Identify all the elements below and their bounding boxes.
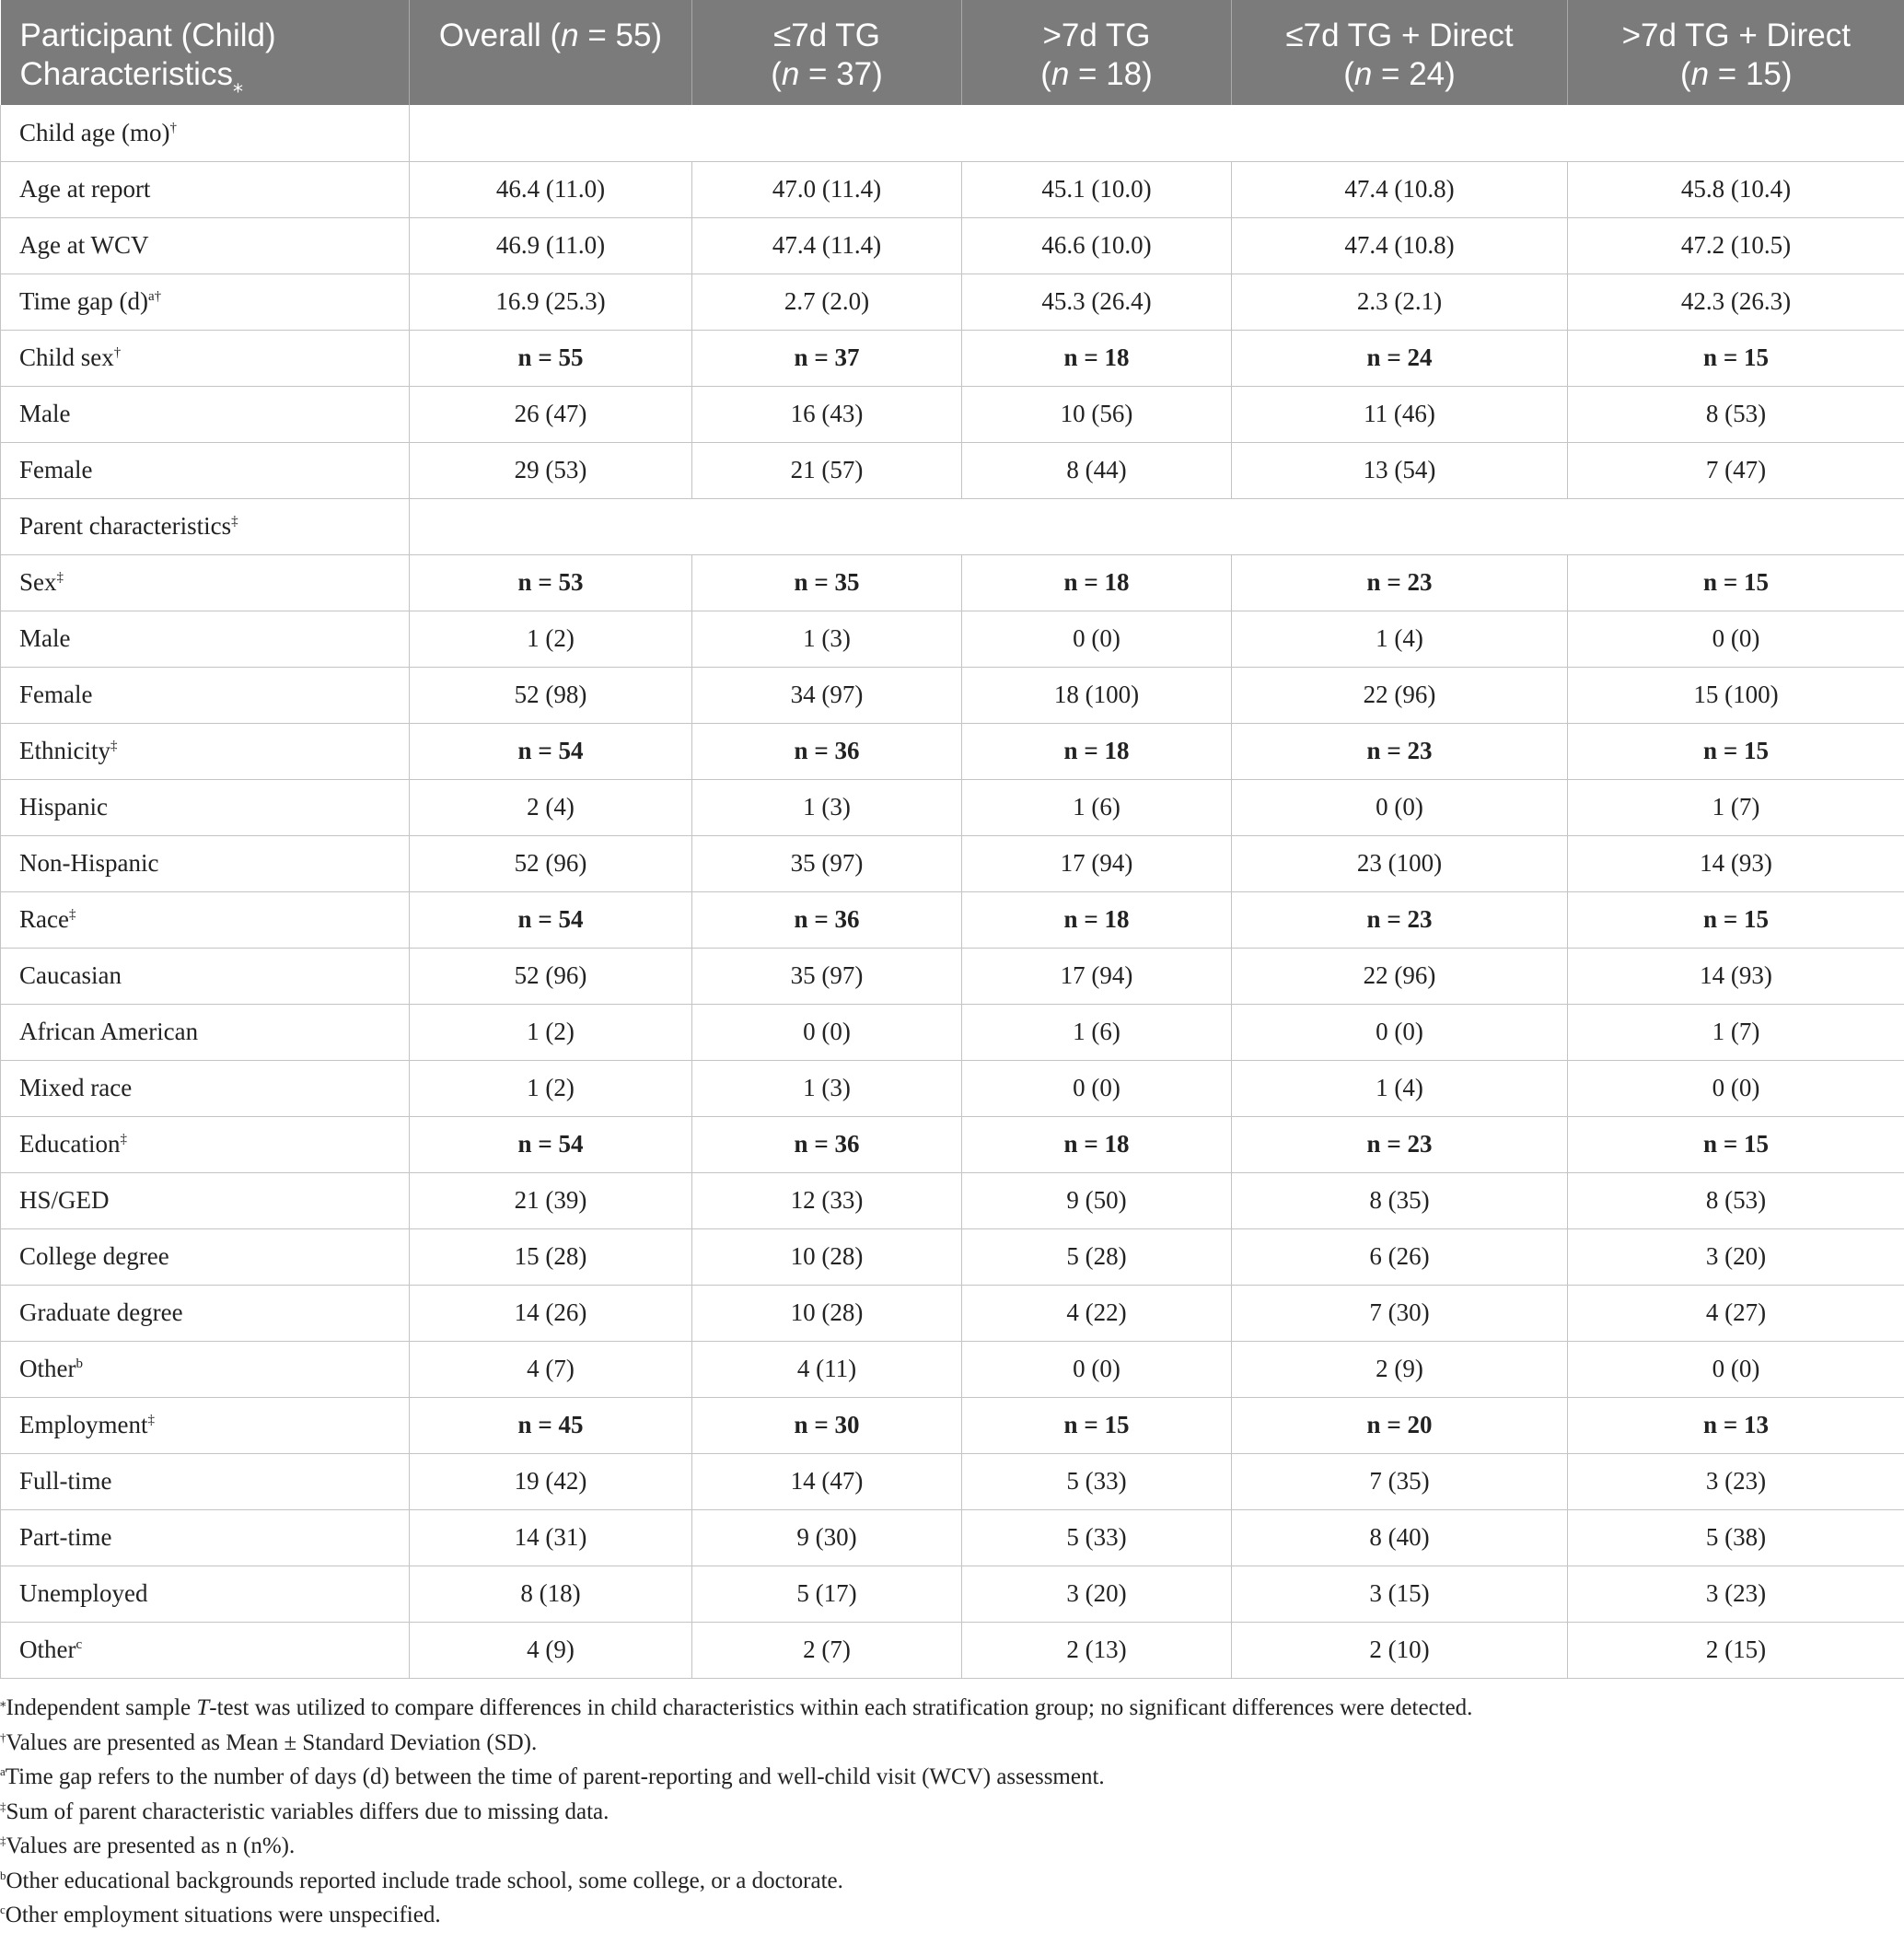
header-le7d-tg-direct-line1: ≤7d TG + Direct xyxy=(1285,17,1514,53)
row-label-text: Full-time xyxy=(19,1467,112,1495)
cell-value: n = 36 xyxy=(692,1116,962,1172)
cell-value: 4 (22) xyxy=(962,1285,1232,1341)
cell-value: 47.4 (10.8) xyxy=(1232,161,1568,217)
header-gt7d-tg-direct-pre: ( xyxy=(1679,56,1691,92)
cell-value: 0 (0) xyxy=(692,1004,962,1060)
cell-value: 2 (9) xyxy=(1232,1341,1568,1397)
header-gt7d-tg xyxy=(962,0,1232,105)
section-row xyxy=(1,498,1904,554)
cell-value: n = 15 xyxy=(1568,554,1904,611)
cell-value: 8 (44) xyxy=(962,442,1232,498)
footnote-text: Independent sample xyxy=(6,1695,197,1720)
row-label-text: Mixed race xyxy=(19,1074,133,1101)
row-label-text: Graduate degree xyxy=(19,1298,183,1326)
footnote-text: Values are presented as Mean ± Standard Deviation (SD). xyxy=(6,1729,538,1755)
row-label xyxy=(1,779,410,835)
row-label xyxy=(1,1566,410,1622)
cell-value: n = 45 xyxy=(410,1397,692,1453)
cell-value: n = 15 xyxy=(1568,330,1904,386)
row-label-text: Age at WCV xyxy=(19,231,149,259)
cell-value: 1 (7) xyxy=(1568,779,1904,835)
cell-value: 17 (94) xyxy=(962,835,1232,891)
footnote xyxy=(0,1795,1904,1830)
row-label xyxy=(1,891,410,948)
cell-value: n = 54 xyxy=(410,1116,692,1172)
row-label xyxy=(1,1341,410,1397)
cell-value: 5 (17) xyxy=(692,1566,962,1622)
cell-value: 14 (93) xyxy=(1568,948,1904,1004)
cell-value: 1 (6) xyxy=(962,779,1232,835)
row-label-text: Employment xyxy=(19,1411,148,1438)
table-row xyxy=(1,1453,1904,1509)
row-label xyxy=(1,217,410,274)
cell-value: 1 (3) xyxy=(692,611,962,667)
cell-value: 3 (23) xyxy=(1568,1453,1904,1509)
row-label-footnote-mark: † xyxy=(169,120,177,135)
cell-value: 18 (100) xyxy=(962,667,1232,723)
cell-value: 0 (0) xyxy=(1568,1341,1904,1397)
header-gt7d-tg-direct xyxy=(1568,0,1904,105)
header-le7d-tg-n: n xyxy=(781,56,800,92)
cell-value: 47.4 (10.8) xyxy=(1232,217,1568,274)
row-label xyxy=(1,330,410,386)
row-label-footnote-mark: ‡ xyxy=(68,907,76,922)
cell-value: 0 (0) xyxy=(1568,611,1904,667)
row-label-text: Time gap (d) xyxy=(19,287,148,315)
cell-value: 46.9 (11.0) xyxy=(410,217,692,274)
cell-value: 0 (0) xyxy=(962,1060,1232,1116)
row-label xyxy=(1,835,410,891)
footnote-mark: b xyxy=(0,1868,6,1882)
cell-value: 52 (96) xyxy=(410,835,692,891)
row-label-text: Race xyxy=(19,905,69,933)
footnote xyxy=(0,1898,1904,1933)
cell-value: 2 (7) xyxy=(692,1622,962,1678)
cell-value: 1 (3) xyxy=(692,779,962,835)
row-label xyxy=(1,1060,410,1116)
section-row xyxy=(1,105,1904,161)
cell-value: 0 (0) xyxy=(1232,1004,1568,1060)
cell-value: 4 (9) xyxy=(410,1622,692,1678)
cell-value: 47.0 (11.4) xyxy=(692,161,962,217)
cell-value: 2.3 (2.1) xyxy=(1232,274,1568,330)
footnote-mark: ‡ xyxy=(0,1798,6,1813)
cell-value: 3 (15) xyxy=(1232,1566,1568,1622)
cell-value: 5 (33) xyxy=(962,1453,1232,1509)
cell-value: 7 (35) xyxy=(1232,1453,1568,1509)
cell-value: 52 (96) xyxy=(410,948,692,1004)
row-label xyxy=(1,1116,410,1172)
cell-value: 4 (11) xyxy=(692,1341,962,1397)
row-label-text: Female xyxy=(19,456,93,483)
table-row xyxy=(1,779,1904,835)
cell-value: n = 18 xyxy=(962,1116,1232,1172)
footnote-mark: † xyxy=(0,1729,6,1744)
header-row xyxy=(1,0,1904,105)
cell-value: 52 (98) xyxy=(410,667,692,723)
footnote-mark: a xyxy=(0,1764,6,1778)
cell-value: n = 13 xyxy=(1568,1397,1904,1453)
footnote xyxy=(0,1864,1904,1899)
cell-value: 5 (33) xyxy=(962,1509,1232,1566)
row-label xyxy=(1,442,410,498)
table-row xyxy=(1,723,1904,779)
row-label xyxy=(1,274,410,330)
cell-value: 0 (0) xyxy=(962,611,1232,667)
cell-value: n = 15 xyxy=(1568,723,1904,779)
cell-value: 1 (2) xyxy=(410,1004,692,1060)
header-le7d-tg-post: = 37) xyxy=(799,56,883,92)
header-le7d-tg-direct-pre: ( xyxy=(1343,56,1354,92)
cell-value: n = 18 xyxy=(962,554,1232,611)
cell-value: n = 23 xyxy=(1232,1116,1568,1172)
cell-value: 12 (33) xyxy=(692,1172,962,1228)
row-label-footnote-mark: ‡ xyxy=(56,570,64,585)
row-label-text: Hispanic xyxy=(19,793,108,821)
table-row xyxy=(1,217,1904,274)
cell-value: 47.2 (10.5) xyxy=(1568,217,1904,274)
section-spacer xyxy=(410,105,1904,161)
cell-value: n = 15 xyxy=(1568,891,1904,948)
table-row xyxy=(1,1566,1904,1622)
header-le7d-tg-direct-post: = 24) xyxy=(1372,56,1456,92)
header-gt7d-tg-pre: ( xyxy=(1040,56,1051,92)
cell-value: 14 (26) xyxy=(410,1285,692,1341)
cell-value: n = 18 xyxy=(962,330,1232,386)
cell-value: 10 (28) xyxy=(692,1285,962,1341)
cell-value: 3 (20) xyxy=(962,1566,1232,1622)
footnote-text: Values are presented as n (n%). xyxy=(6,1833,296,1858)
table-row xyxy=(1,1509,1904,1566)
cell-value: 1 (4) xyxy=(1232,611,1568,667)
row-label-text: Female xyxy=(19,681,93,708)
cell-value: 10 (28) xyxy=(692,1228,962,1285)
row-label xyxy=(1,1622,410,1678)
cell-value: 15 (100) xyxy=(1568,667,1904,723)
table-row xyxy=(1,386,1904,442)
cell-value: 7 (30) xyxy=(1232,1285,1568,1341)
row-label-text: Other xyxy=(19,1355,76,1382)
cell-value: 8 (40) xyxy=(1232,1509,1568,1566)
row-label-footnote-mark: a† xyxy=(148,289,162,304)
row-label xyxy=(1,1004,410,1060)
cell-value: 3 (23) xyxy=(1568,1566,1904,1622)
header-overall xyxy=(410,0,692,105)
cell-value: 5 (28) xyxy=(962,1228,1232,1285)
header-gt7d-tg-direct-post: = 15) xyxy=(1709,56,1793,92)
row-label xyxy=(1,611,410,667)
cell-value: 1 (7) xyxy=(1568,1004,1904,1060)
cell-value: 1 (4) xyxy=(1232,1060,1568,1116)
table-row xyxy=(1,274,1904,330)
row-label xyxy=(1,498,410,554)
cell-value: 1 (3) xyxy=(692,1060,962,1116)
cell-value: 13 (54) xyxy=(1232,442,1568,498)
footnote xyxy=(0,1760,1904,1795)
cell-value: 14 (31) xyxy=(410,1509,692,1566)
row-label-text: Parent characteristics xyxy=(19,512,232,540)
cell-value: 47.4 (11.4) xyxy=(692,217,962,274)
cell-value: 1 (2) xyxy=(410,611,692,667)
header-overall-n: n xyxy=(561,17,579,53)
row-label-text: Caucasian xyxy=(19,961,122,989)
header-gt7d-tg-direct-n: n xyxy=(1690,56,1710,92)
cell-value: 46.4 (11.0) xyxy=(410,161,692,217)
header-characteristics-line1: Participant (Child) xyxy=(19,17,276,53)
row-label-text: Unemployed xyxy=(19,1579,148,1607)
row-label-text: Sex xyxy=(19,568,57,596)
cell-value: 23 (100) xyxy=(1232,835,1568,891)
cell-value: 2 (13) xyxy=(962,1622,1232,1678)
cell-value: n = 18 xyxy=(962,723,1232,779)
row-label xyxy=(1,723,410,779)
cell-value: n = 30 xyxy=(692,1397,962,1453)
cell-value: 1 (2) xyxy=(410,1060,692,1116)
cell-value: 16.9 (25.3) xyxy=(410,274,692,330)
footnote-text: Other educational backgrounds reported include trade school, some college, or a doctorate. xyxy=(6,1868,843,1893)
cell-value: 9 (30) xyxy=(692,1509,962,1566)
table-row xyxy=(1,891,1904,948)
cell-value: n = 54 xyxy=(410,723,692,779)
header-characteristics-line2: Characteristics xyxy=(19,56,233,92)
cell-value: 45.8 (10.4) xyxy=(1568,161,1904,217)
row-label-text: African American xyxy=(19,1018,199,1045)
row-label-text: Child age (mo) xyxy=(19,118,170,146)
cell-value: 1 (6) xyxy=(962,1004,1232,1060)
row-label xyxy=(1,1285,410,1341)
footnote-text: Sum of parent characteristic variables differs due to missing data. xyxy=(6,1798,610,1824)
row-label xyxy=(1,1172,410,1228)
row-label-text: HS/GED xyxy=(19,1186,110,1214)
header-overall-pre: Overall ( xyxy=(438,17,562,53)
section-spacer xyxy=(410,498,1904,554)
header-le7d-tg-direct-n: n xyxy=(1353,56,1373,92)
cell-value: n = 24 xyxy=(1232,330,1568,386)
cell-value: 19 (42) xyxy=(410,1453,692,1509)
cell-value: 5 (38) xyxy=(1568,1509,1904,1566)
cell-value: 45.1 (10.0) xyxy=(962,161,1232,217)
row-label xyxy=(1,1397,410,1453)
row-label xyxy=(1,105,410,161)
row-label-text: Non-Hispanic xyxy=(19,849,159,877)
cell-value: 21 (57) xyxy=(692,442,962,498)
cell-value: 14 (47) xyxy=(692,1453,962,1509)
table-row xyxy=(1,611,1904,667)
table-row xyxy=(1,835,1904,891)
cell-value: n = 54 xyxy=(410,891,692,948)
cell-value: 34 (97) xyxy=(692,667,962,723)
cell-value: 42.3 (26.3) xyxy=(1568,274,1904,330)
cell-value: n = 35 xyxy=(692,554,962,611)
table-row xyxy=(1,442,1904,498)
row-label-footnote-mark: ‡ xyxy=(120,1132,127,1147)
cell-value: 6 (26) xyxy=(1232,1228,1568,1285)
table-row xyxy=(1,948,1904,1004)
row-label-text: Part-time xyxy=(19,1523,112,1551)
cell-value: 2 (15) xyxy=(1568,1622,1904,1678)
cell-value: 16 (43) xyxy=(692,386,962,442)
table-row xyxy=(1,667,1904,723)
cell-value: 0 (0) xyxy=(1232,779,1568,835)
row-label-text: Child sex xyxy=(19,343,114,371)
cell-value: 22 (96) xyxy=(1232,948,1568,1004)
footnote-mark: ‡ xyxy=(0,1833,6,1847)
cell-value: 46.6 (10.0) xyxy=(962,217,1232,274)
table-body xyxy=(1,105,1904,1678)
table-row xyxy=(1,1228,1904,1285)
cell-value: 0 (0) xyxy=(1568,1060,1904,1116)
row-label-text: Male xyxy=(19,624,71,652)
header-characteristics xyxy=(1,0,410,105)
header-gt7d-tg-line1: >7d TG xyxy=(1042,17,1151,53)
table-row xyxy=(1,1116,1904,1172)
cell-value: n = 53 xyxy=(410,554,692,611)
table-row xyxy=(1,1004,1904,1060)
footnotes xyxy=(0,1691,1904,1933)
cell-value: n = 23 xyxy=(1232,891,1568,948)
cell-value: n = 15 xyxy=(962,1397,1232,1453)
row-label xyxy=(1,386,410,442)
header-le7d-tg xyxy=(692,0,962,105)
footnote xyxy=(0,1829,1904,1864)
cell-value: 8 (53) xyxy=(1568,386,1904,442)
cell-value: 26 (47) xyxy=(410,386,692,442)
header-gt7d-tg-direct-line1: >7d TG + Direct xyxy=(1621,17,1851,53)
cell-value: 22 (96) xyxy=(1232,667,1568,723)
table-row xyxy=(1,1060,1904,1116)
cell-value: 21 (39) xyxy=(410,1172,692,1228)
row-label xyxy=(1,554,410,611)
cell-value: n = 18 xyxy=(962,891,1232,948)
table-row xyxy=(1,330,1904,386)
table-row xyxy=(1,1341,1904,1397)
row-label-footnote-mark: ‡ xyxy=(147,1413,155,1427)
cell-value: 29 (53) xyxy=(410,442,692,498)
row-label-footnote-mark: c xyxy=(75,1637,83,1652)
row-label xyxy=(1,161,410,217)
cell-value: 17 (94) xyxy=(962,948,1232,1004)
row-label-footnote-mark: b xyxy=(75,1356,83,1371)
cell-value: 45.3 (26.4) xyxy=(962,274,1232,330)
row-label-footnote-mark: † xyxy=(113,345,122,360)
cell-value: 4 (7) xyxy=(410,1341,692,1397)
cell-value: 35 (97) xyxy=(692,835,962,891)
cell-value: 8 (53) xyxy=(1568,1172,1904,1228)
footnote-text: Other employment situations were unspecified. xyxy=(5,1903,441,1927)
cell-value: 4 (27) xyxy=(1568,1285,1904,1341)
row-label xyxy=(1,1509,410,1566)
cell-value: 7 (47) xyxy=(1568,442,1904,498)
row-label-text: Education xyxy=(19,1130,121,1158)
cell-value: 0 (0) xyxy=(962,1341,1232,1397)
table-row xyxy=(1,1622,1904,1678)
table-row xyxy=(1,1285,1904,1341)
cell-value: 8 (18) xyxy=(410,1566,692,1622)
cell-value: 35 (97) xyxy=(692,948,962,1004)
footnote-mark: c xyxy=(0,1903,6,1916)
cell-value: 3 (20) xyxy=(1568,1228,1904,1285)
cell-value: 8 (35) xyxy=(1232,1172,1568,1228)
row-label-text: Ethnicity xyxy=(19,737,110,764)
header-gt7d-tg-n: n xyxy=(1051,56,1070,92)
footnote-text: -test was utilized to compare differences in child characteristics within each stratification group; no significant differences were detected. xyxy=(209,1695,1473,1720)
header-le7d-tg-direct xyxy=(1232,0,1568,105)
footnote-text-italic: T xyxy=(196,1695,210,1720)
cell-value: n = 37 xyxy=(692,330,962,386)
cell-value: n = 36 xyxy=(692,891,962,948)
cell-value: 2 (10) xyxy=(1232,1622,1568,1678)
cell-value: 11 (46) xyxy=(1232,386,1568,442)
table-row xyxy=(1,1397,1904,1453)
cell-value: 10 (56) xyxy=(962,386,1232,442)
cell-value: 14 (93) xyxy=(1568,835,1904,891)
row-label xyxy=(1,1228,410,1285)
cell-value: n = 15 xyxy=(1568,1116,1904,1172)
row-label xyxy=(1,1453,410,1509)
row-label xyxy=(1,948,410,1004)
row-label-text: Age at report xyxy=(19,175,151,203)
cell-value: 2 (4) xyxy=(410,779,692,835)
cell-value: 2.7 (2.0) xyxy=(692,274,962,330)
row-label xyxy=(1,667,410,723)
table-row xyxy=(1,554,1904,611)
cell-value: n = 23 xyxy=(1232,723,1568,779)
footnote xyxy=(0,1726,1904,1761)
footnote-text: Time gap refers to the number of days (d) between the time of parent-reporting and well-child visit (WCV) assessment. xyxy=(5,1764,1105,1789)
row-label-text: Other xyxy=(19,1636,76,1663)
cell-value: 15 (28) xyxy=(410,1228,692,1285)
cell-value: n = 55 xyxy=(410,330,692,386)
header-le7d-tg-line1: ≤7d TG xyxy=(773,17,880,53)
table-row xyxy=(1,161,1904,217)
cell-value: n = 36 xyxy=(692,723,962,779)
header-footnote-symbol: ⁎ xyxy=(232,74,243,97)
row-label-text: College degree xyxy=(19,1242,169,1270)
row-label-footnote-mark: ‡ xyxy=(231,514,238,529)
header-overall-post: = 55) xyxy=(578,17,663,53)
footnote-mark: ⁎ xyxy=(0,1695,6,1709)
table-row xyxy=(1,1172,1904,1228)
cell-value: 9 (50) xyxy=(962,1172,1232,1228)
cell-value: n = 23 xyxy=(1232,554,1568,611)
cell-value: n = 20 xyxy=(1232,1397,1568,1453)
footnote xyxy=(0,1691,1904,1726)
header-le7d-tg-pre: ( xyxy=(771,56,782,92)
row-label-text: Male xyxy=(19,400,71,427)
row-label-footnote-mark: ‡ xyxy=(110,739,118,753)
header-gt7d-tg-post: = 18) xyxy=(1069,56,1153,92)
